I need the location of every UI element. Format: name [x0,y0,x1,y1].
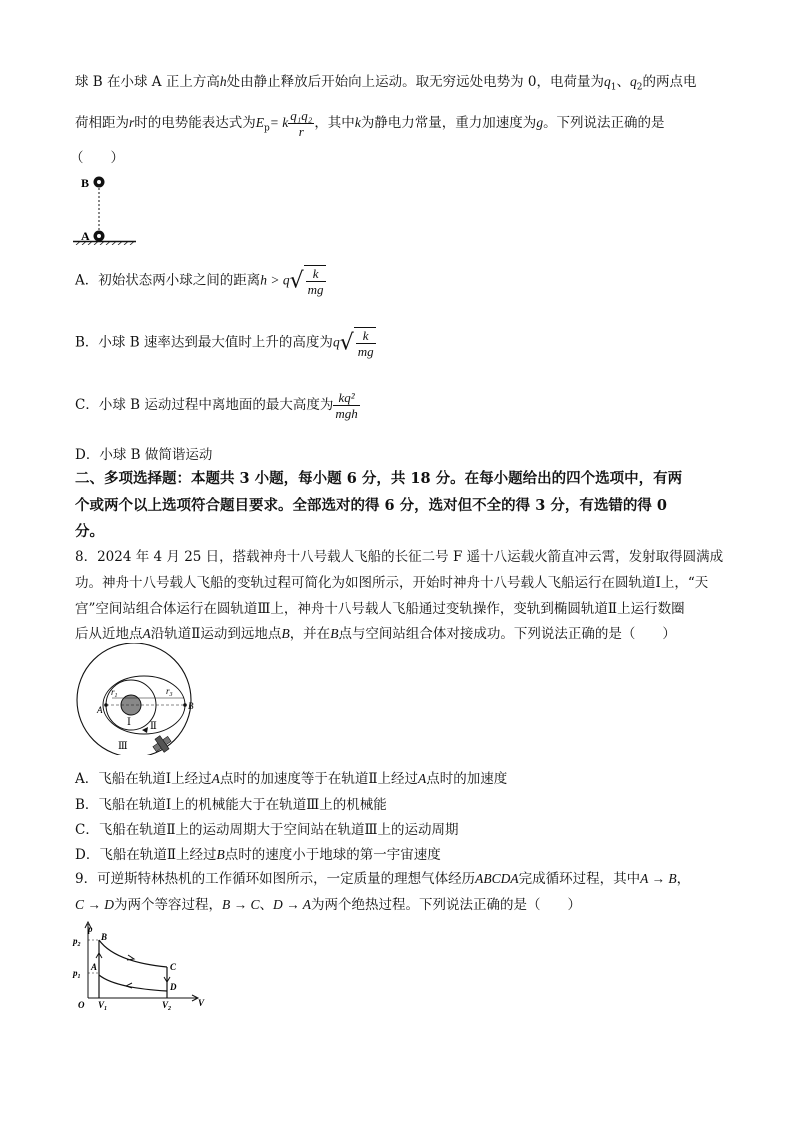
point-B: B [216,847,225,862]
pv-diagram [70,920,210,1010]
option-text: D．小球 B 做简谐运动 [75,447,213,463]
q8-text: ，并在 [289,626,331,642]
q7-text: 荷相距为 [75,115,129,131]
label-orbit-II: Ⅱ [150,721,157,732]
sep: ， [676,871,691,887]
sep: 、 [259,897,274,913]
process-BC-curve [99,940,167,967]
sub: p [264,123,270,134]
direction-arrow [142,727,148,733]
q8-option-b[interactable]: B．飞船在轨道Ⅰ上的机械能大于在轨道Ⅲ上的机械能 [75,797,387,813]
var-h: h [219,74,227,89]
label-orbit-I: Ⅰ [127,717,131,728]
frac-num: k [356,328,376,344]
label-p: p [88,924,93,934]
q7-text: 。下列说法正确的是 [543,115,665,131]
q8-option-d[interactable] [75,843,441,863]
sub: 2 [636,82,643,93]
var-r: r [129,115,135,130]
label-A: A [97,705,103,715]
option-text: D．飞船在轨道Ⅱ上经过 [75,847,217,863]
q7-text: 的两点电 [642,74,697,90]
point-B: B [330,626,339,641]
process-BC: B → C [222,897,260,912]
option-text: B．小球 B 速率达到最大值时上升的高度为 [75,334,333,351]
process-AB: A → B [640,871,677,886]
process-CD: C → D [75,897,115,912]
option-math: h > q [260,272,290,288]
option-text: 点时的加速度等于在轨道Ⅱ上经过 [219,771,419,787]
q8-text: 点与空间站组合体对接成功。下列说法正确的是（ ） [338,626,676,642]
q7-option-a[interactable] [75,265,326,297]
fraction [333,390,359,421]
q8-stem-line4 [75,622,676,642]
section-heading-line1: 二、多项选择题：本题共 3 小题，每小题 6 分，共 18 分。在每小题给出的四个选项中，有两 [75,470,683,487]
q9-stem-line1 [75,867,690,887]
var-k: k [354,115,361,130]
point-A: A [142,626,151,641]
answer-paren: （ ） [70,150,124,166]
option-text: C．小球 B 运动过程中离地面的最大高度为 [75,397,334,413]
q7-stem-line2 [75,108,665,139]
q9-text: 完成循环过程，其中 [518,871,641,887]
process-DA-curve [99,975,167,991]
label-r3: $r_3$ [166,686,173,698]
option-text: 点时的加速度 [426,771,508,787]
frac-num: q₁q₂ [290,108,313,123]
sub: 1 [610,82,617,93]
sqrt-expression: √ $\frac{k}{mg}$ [289,266,324,297]
eq: = k [269,115,289,130]
label-p2: $p_2$ [73,936,81,948]
label-A: A [81,229,90,243]
q7-option-c[interactable] [75,390,360,421]
q9-stem-line2 [75,893,581,913]
label-B: B [188,701,194,711]
option-text: A．初始状态两小球之间的距离 [75,272,261,289]
option-text: A．飞船在轨道Ⅰ上经过 [75,771,212,787]
label-r1: $r_1$ [111,687,118,699]
q8-text: 沿轨道Ⅱ运动到远地点 [150,626,282,642]
q8-option-a[interactable] [75,767,507,787]
q8-stem-line1: 8．2024 年 4 月 25 日，搭载神舟十八号载人飞船的长征二号 F 遥十八运载火箭直冲云霄，发射取得圆满成 [75,549,724,565]
q7-text: 球 B 在小球 A 正上方高 [75,74,220,90]
label-V1: $V_1$ [98,1000,108,1010]
option-text: 点时的速度小于地球的第一宇宙速度 [224,847,441,863]
label-V2: $V_2$ [162,1000,172,1010]
q8-option-c[interactable]: C．飞船在轨道Ⅱ上的运动周期大于空间站在轨道Ⅲ上的运动周期 [75,822,459,838]
q9-text: 为两个绝热过程。下列说法正确的是（ ） [311,897,582,913]
point-B: B [281,626,290,641]
section-heading-line3: 分。 [75,523,104,540]
frac-den: mgh [335,406,358,421]
label-C: C [170,962,177,972]
q7-figure [70,170,140,245]
q9-text: 9．可逆斯特林热机的工作循环如图所示，一定质量的理想气体经历 [75,871,476,887]
point-A: A [211,771,220,786]
sep: 、 [616,74,630,90]
section-heading-line2: 个或两个以上选项符合题目要求。全部选对的得 6 分，选对但不全的得 3 分，有选错的得 0 [75,497,668,514]
option-math: q [332,334,340,350]
label-A: A [91,962,98,972]
fraction-Ep [288,108,314,139]
frac-den: r [298,124,304,139]
label-orbit-III: Ⅲ [118,741,128,752]
label-V: V [198,998,205,1008]
point-A: A [418,771,427,786]
q8-text: 后从近地点 [75,626,143,642]
frac-num: kq² [333,390,359,406]
q9-text: 为两个等容过程， [114,897,223,913]
sqrt-expression: √ $\frac{k}{mg}$ [339,328,374,359]
q7-option-d[interactable] [75,443,212,463]
process-DA: D → A [273,897,312,912]
label-D: D [170,982,177,992]
q7-text: 时的电势能表达式为 [134,115,256,131]
q7-option-b[interactable] [75,327,376,359]
q7-stem-line1 [75,70,696,93]
label-p1: $p_1$ [73,968,81,980]
frac-den: mg [357,344,374,359]
q8-stem-line3: 宫”空间站组合体运行在圆轨道Ⅲ上，神舟十八号载人飞船通过变轨操作，变轨到椭圆轨道Ⅱ上运行数圈 [75,601,685,617]
cycle-label: ABCDA [475,871,519,886]
label-B: B [81,176,90,190]
orbit-figure [70,643,200,755]
var-Ep: E [255,115,265,130]
label-B: B [101,932,108,942]
q7-text: ，其中 [314,115,355,131]
q7-text: 为静电力常量，重力加速度为 [360,115,537,131]
q8-stem-line2: 功。神舟十八号载人飞船的变轨过程可简化为如图所示，开始时神舟十八号载人飞船运行在圆轨道Ⅰ上，“天 [75,575,709,591]
frac-den: mg [307,282,324,297]
var-q2: q [629,74,637,89]
frac-num: k [306,266,326,282]
var-q1: q [603,74,611,89]
var-g: g [536,115,544,130]
label-O: O [78,1000,85,1010]
q7-text: 处由静止释放后开始向上运动。取无穷远处电势为 0，电荷量为 [226,74,604,90]
